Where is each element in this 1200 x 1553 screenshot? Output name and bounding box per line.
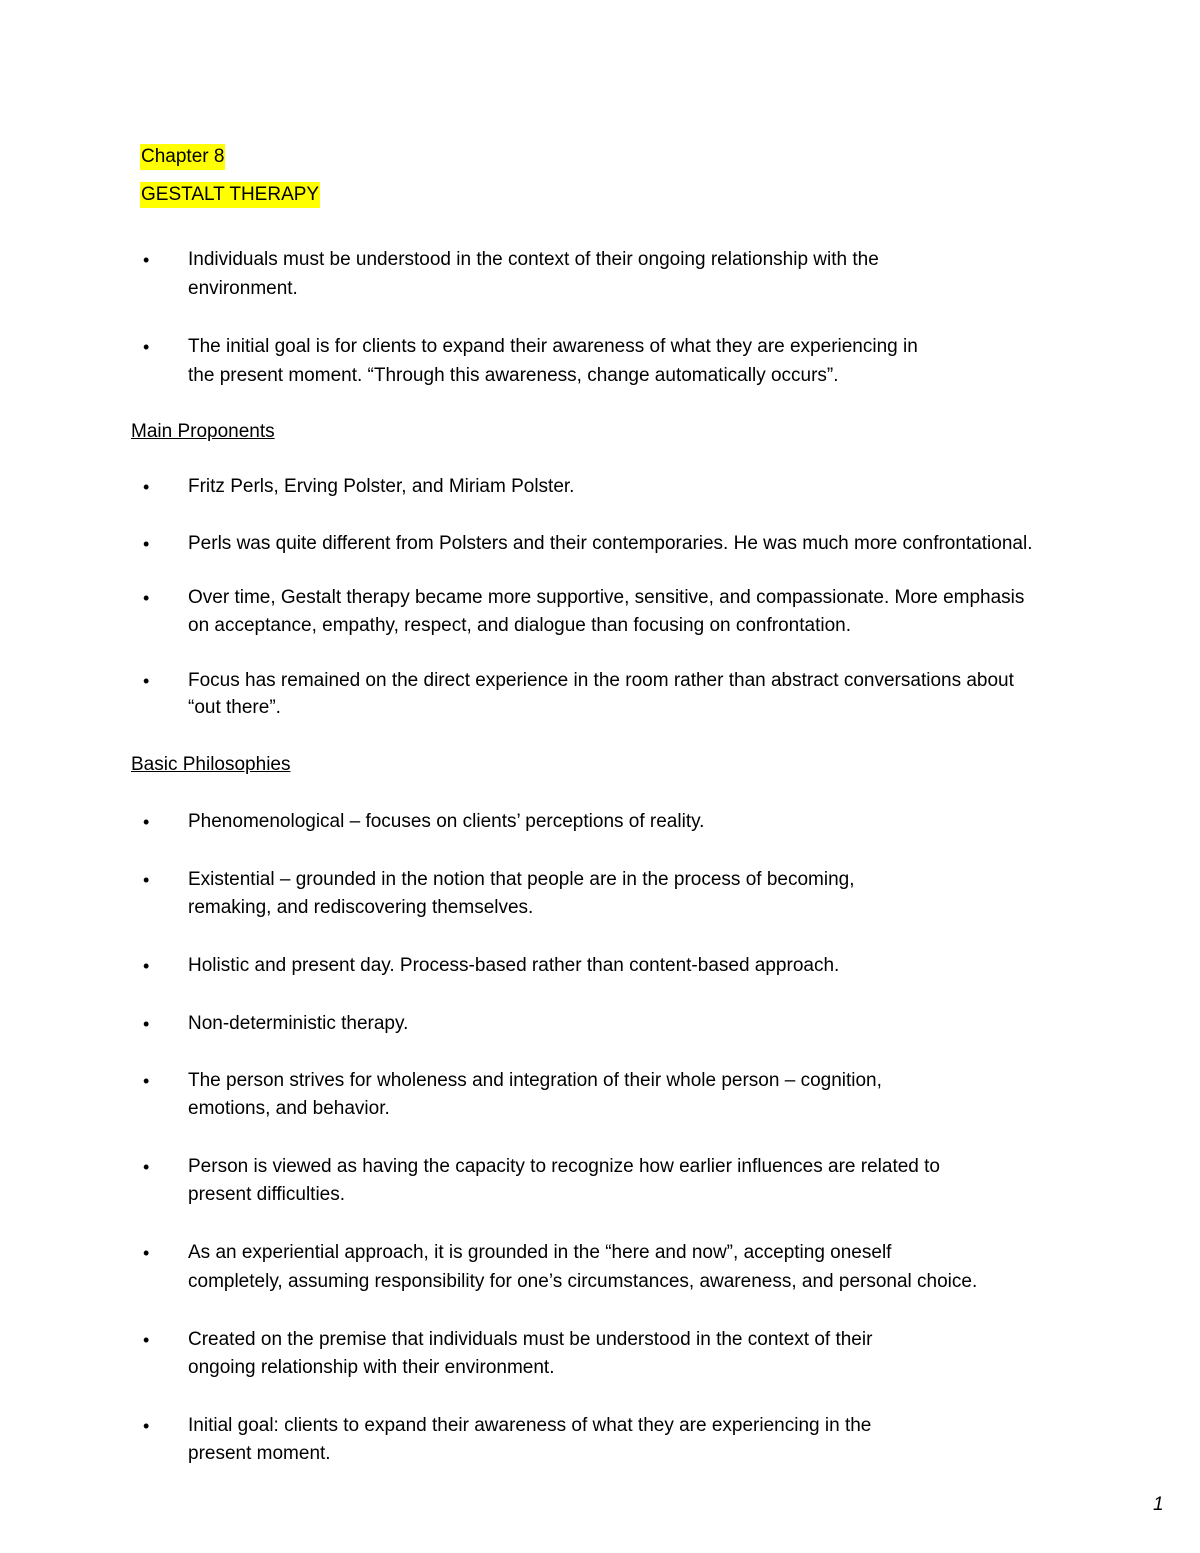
bullet-icon: •	[143, 870, 150, 890]
bullet-icon: •	[143, 956, 150, 976]
list-item-text: remaking, and rediscovering themselves.	[188, 897, 534, 918]
page-number: 1	[1153, 1494, 1164, 1515]
bullet-icon: •	[143, 1330, 150, 1350]
list-item-text: present moment.	[188, 1443, 331, 1464]
list-item-text: Initial goal: clients to expand their awareness of what they are experiencing in the	[188, 1415, 872, 1436]
bullet-icon: •	[143, 1243, 150, 1263]
list-item-text: “out there”.	[188, 697, 281, 718]
list-item-text: The initial goal is for clients to expand their awareness of what they are experiencing in	[188, 336, 918, 357]
list-item-text: present difficulties.	[188, 1184, 346, 1205]
bullet-icon: •	[143, 671, 150, 691]
list-item-text: As an experiential approach, it is grounded in the “here and now”, accepting oneself	[188, 1242, 892, 1263]
list-item-text: Created on the premise that individuals must be understood in the context of their	[188, 1329, 873, 1350]
bullet-icon: •	[143, 1416, 150, 1436]
section-heading-basic-philosophies: Basic Philosophies	[131, 754, 291, 775]
document-title: GESTALT THERAPY	[140, 182, 320, 208]
list-item-text: Phenomenological – focuses on clients’ perceptions of reality.	[188, 811, 705, 832]
list-item-text: Focus has remained on the direct experience in the room rather than abstract conversations about	[188, 670, 1014, 691]
bullet-icon: •	[143, 1157, 150, 1177]
list-item-text: ongoing relationship with their environment.	[188, 1357, 555, 1378]
list-item-text: on acceptance, empathy, respect, and dialogue than focusing on confrontation.	[188, 615, 851, 636]
bullet-icon: •	[143, 588, 150, 608]
list-item-text: environment.	[188, 278, 298, 299]
list-item-text: Existential – grounded in the notion that people are in the process of becoming,	[188, 869, 855, 890]
bullet-icon: •	[143, 477, 150, 497]
bullet-icon: •	[143, 250, 150, 270]
list-item-text: the present moment. “Through this awareness, change automatically occurs”.	[188, 365, 839, 386]
bullet-icon: •	[143, 337, 150, 357]
list-item-text: Fritz Perls, Erving Polster, and Miriam Polster.	[188, 476, 575, 497]
list-item-text: completely, assuming responsibility for one’s circumstances, awareness, and personal choice.	[188, 1271, 978, 1292]
list-item-text: Holistic and present day. Process-based rather than content-based approach.	[188, 955, 840, 976]
section-heading-main-proponents: Main Proponents	[131, 421, 275, 442]
list-item-text: The person strives for wholeness and integration of their whole person – cognition,	[188, 1070, 882, 1091]
list-item-text: emotions, and behavior.	[188, 1098, 390, 1119]
bullet-icon: •	[143, 1071, 150, 1091]
bullet-icon: •	[143, 534, 150, 554]
list-item-text: Individuals must be understood in the context of their ongoing relationship with the	[188, 249, 879, 270]
list-item-text: Person is viewed as having the capacity to recognize how earlier influences are related to	[188, 1156, 940, 1177]
list-item-text: Non-deterministic therapy.	[188, 1013, 409, 1034]
bullet-icon: •	[143, 812, 150, 832]
chapter-label: Chapter 8	[140, 144, 225, 170]
list-item-text: Perls was quite different from Polsters and their contemporaries. He was much more confrontational.	[188, 533, 1033, 554]
bullet-icon: •	[143, 1014, 150, 1034]
list-item-text: Over time, Gestalt therapy became more supportive, sensitive, and compassionate. More emphasis	[188, 587, 1025, 608]
